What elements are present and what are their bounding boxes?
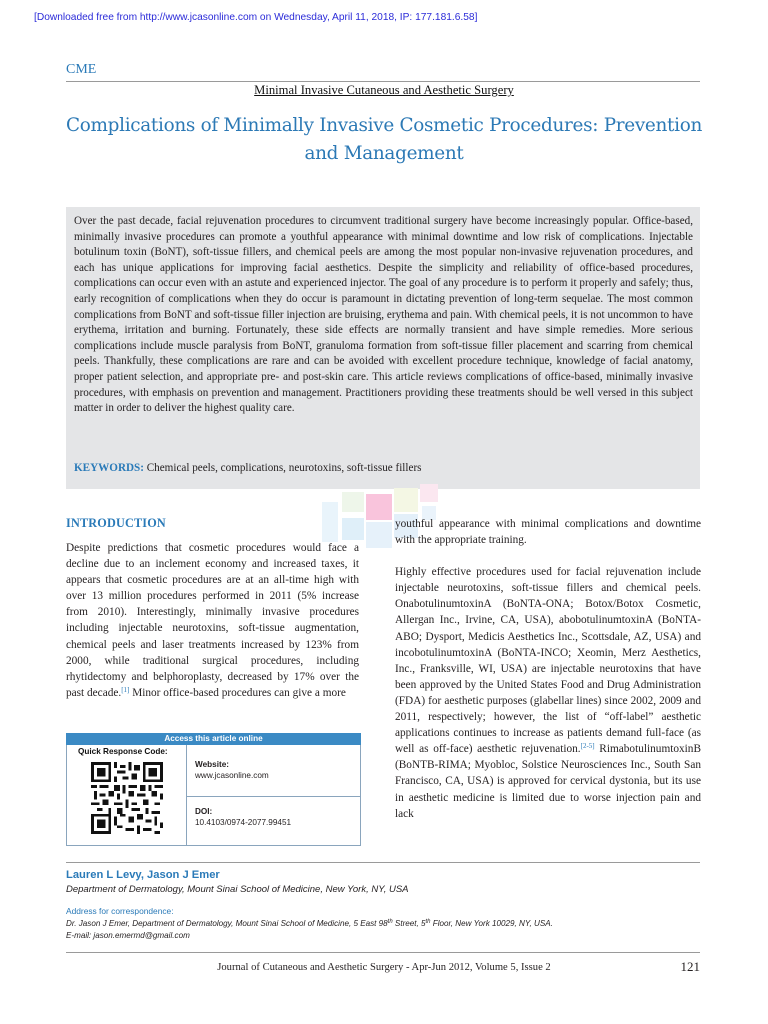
keywords-list: Chemical peels, complications, neurotoxins, soft-tissue fillers <box>143 462 422 474</box>
qr-code-label: Quick Response Code: <box>78 747 168 756</box>
qr-code[interactable] <box>91 762 163 834</box>
abstract-text: Over the past decade, facial rejuvenation procedures to circumvent traditional surgery have become increasingly popular. Office-based, minimally invasive procedures can promote a youthful appearance with minimal downtime and low risk of complications. Injectable botulinum toxin (BoNT), soft-tissue fillers, and chemical peels are among the most popular non-invasive rejuvenation procedures, and each has unique applications for improving facial aesthetics. Despite the simplicity and reliability of office-based procedures, complications can occur even with an astute and experienced injector. The goal of any procedure is to perform it properly and safely; thus, early recognition of complications when they do occur is paramount in dictating prevention of long-term sequelae. The most common complications from BoNT and soft-tissue filler injection are bruising, erythema and pain. With chemical peels, it is not uncommon to have erythema, irritation and burning. Fortunately, these side effects are normally transient and have simple remedies. More serious complications include muscle paralysis from BoNT, granuloma formation from soft-tissue filler placement and scarring from chemical peels. Thankfully, these complications are rare and can be avoided with excellent procedure technique, knowledge of facial anatomy, proper patient selection, and appropriate pre- and post-skin care. This article reviews complications of office-based, minimally invasive procedures, with emphasis on prevention and management. Practitioners providing these treatments should be well versed in this subject matter in order to deliver the highest quality care. <box>74 215 693 415</box>
intro-right-paragraph-2 <box>395 564 701 822</box>
ordinal-suffix: th <box>425 919 431 925</box>
ordinal-suffix: th <box>387 919 393 925</box>
website-link[interactable]: www.jcasonline.com <box>195 771 269 780</box>
article-title: Complications of Minimally Invasive Cosmetic Procedures: Prevention and Management <box>65 115 703 164</box>
address-part: Dr. Jason J Emer, Department of Dermatology, Mount Sinai School of Medicine, 5 East 98 <box>66 919 388 928</box>
intro-left-text: Despite predictions that cosmetic procedures would face a decline due to an inclement economy and increased taxes, it appears that cosmetic procedures are at an all-time high with over 13 million procedures performed in 2011 (5% increase from 2010). Interestingly, minimally invasive procedures including injectable neurotoxins, soft-tissue augmentation, chemical peels and laser treatments increased by 123% from 2000, while traditional surgical procedures, including rhytidectomy and belphoroplasty, decreased by 17% over the past decade. <box>66 542 359 699</box>
intro-right-tail: RimabotulinumtoxinB (BoNTB-RIMA; Myobloc, Solstice Neurosciences Inc., South San Francisco, CA, USA) is approved for cervical dystonia, but its use in aesthetic medicine is limited due to worse injection pain and lack <box>395 743 701 820</box>
author-names: Lauren L Levy, Jason J Emer <box>66 869 220 881</box>
address-part: Floor, New York 10029, NY, USA. <box>430 919 553 928</box>
introduction-left-column <box>66 540 359 701</box>
intro-left-tail: Minor office-based procedures can give a more <box>129 686 346 699</box>
doi-label: DOI: <box>195 807 213 816</box>
page-number: 121 <box>680 959 700 974</box>
intro-right-paragraph-1: youthful appearance with minimal complications and downtime with the appropriate training. <box>395 518 701 547</box>
website-label: Website: <box>195 760 229 769</box>
correspondence-label: Address for correspondence: <box>66 906 174 916</box>
intro-right-text: Highly effective procedures used for facial rejuvenation include injectable neurotoxins, soft-tissue fillers and chemical peels. OnabotulinumtoxinA (BoNTA-ONA; Botox/Botox Cosmetic, Allergan Inc., Irvine, CA, USA), abobotulinumtoxinA (BoNTA-ABO; Dysport, Medicis Aesthetics Inc., Scottsdale, AZ, USA) and incobotulinumtoxinA (BoNTA-INCO; Xeomin, Merz Aesthetics, Inc., Franksville, WI, USA) are injectable neurotoxins that have been approved by the United States Food and Drug Administration (FDA) for aesthetic purposes (glabellar lines) since 2002, 2009 and 2011, respectively; however, the list of “off-label” aesthetic applications continues to increase as patients demand full-face (as well as off-face) aesthetic rejuvenation. <box>395 566 701 756</box>
correspondence-email[interactable]: E-mail: jason.emermd@gmail.com <box>66 931 190 940</box>
keywords-label: KEYWORDS: <box>74 462 144 474</box>
citation-ref[interactable]: [1] <box>121 685 130 694</box>
introduction-right-column <box>395 516 701 822</box>
header-divider <box>66 81 700 82</box>
citation-ref[interactable]: [2-5] <box>580 742 595 751</box>
download-banner: [Downloaded free from http://www.jcasonline.com on Wednesday, April 11, 2018, IP: 177.181.6.58] <box>34 12 478 23</box>
doi-link[interactable]: 10.4103/0974-2077.99451 <box>195 818 292 827</box>
section-name: Minimal Invasive Cutaneous and Aesthetic Surgery <box>254 83 514 97</box>
access-online-header: Access this article online <box>66 733 361 745</box>
keywords <box>74 462 693 474</box>
footer-divider <box>66 952 700 953</box>
author-affiliation: Department of Dermatology, Mount Sinai School of Medicine, New York, NY, USA <box>66 884 409 895</box>
cme-label: CME <box>66 62 97 77</box>
address-part: Street, 5 <box>392 919 426 928</box>
correspondence-address <box>66 919 553 928</box>
access-box-divider <box>186 745 187 845</box>
journal-citation: Journal of Cutaneous and Aesthetic Surgery - Apr-Jun 2012, Volume 5, Issue 2 <box>217 962 551 973</box>
author-divider <box>66 862 700 863</box>
introduction-heading: INTRODUCTION <box>66 516 166 530</box>
access-box-divider <box>186 796 360 797</box>
